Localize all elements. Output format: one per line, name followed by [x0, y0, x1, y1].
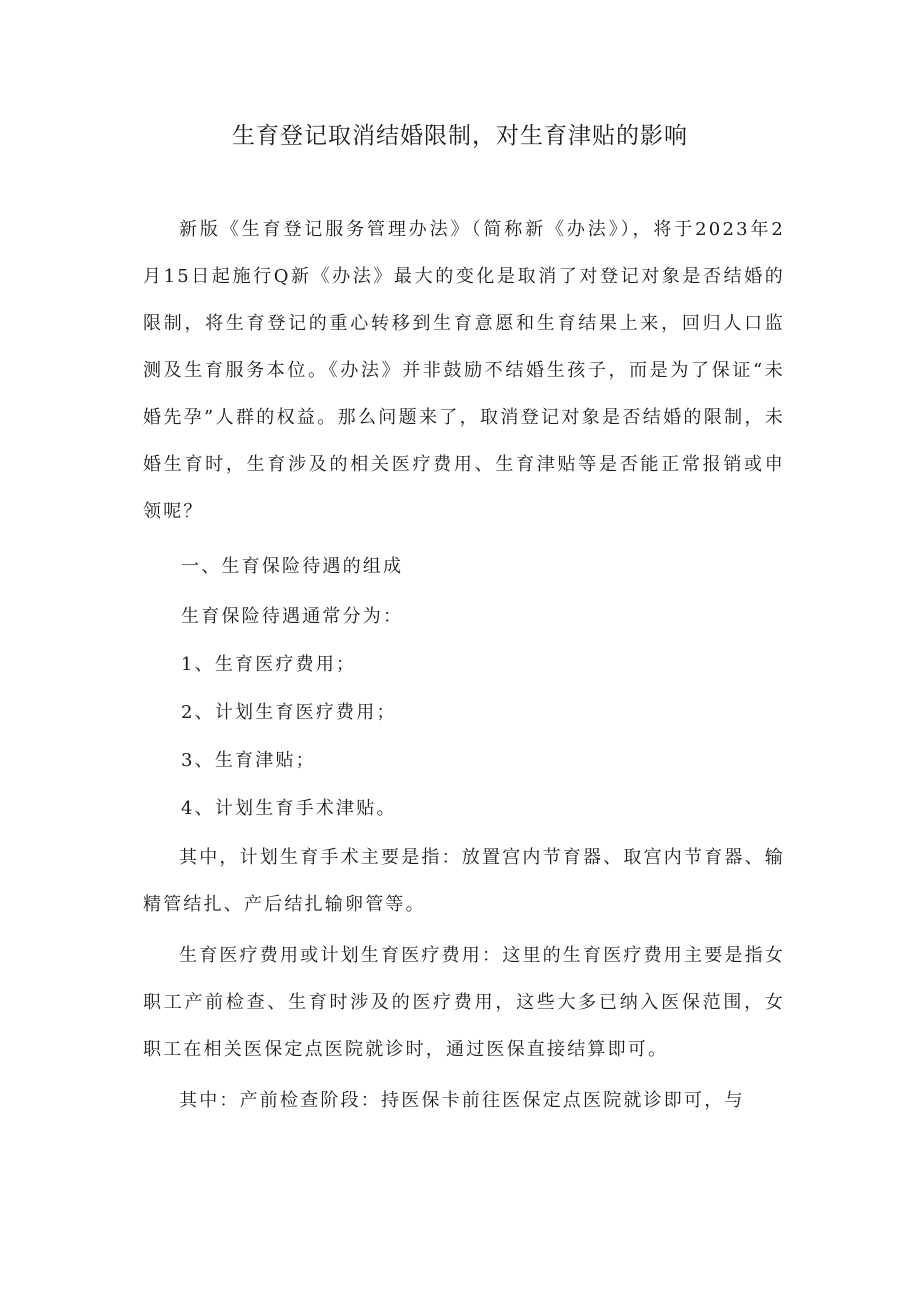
prenatal-paragraph: 其中：产前检查阶段：持医保卡前往医保定点医院就诊即可，与 [179, 1090, 745, 1111]
section-heading: 一、生育保险待遇的组成 [181, 556, 404, 577]
list-item: 1、生育医疗费用； [181, 654, 357, 675]
list-item: 2、计划生育医疗费用； [181, 702, 397, 723]
medical-costs-paragraph: 生育医疗费用或计划生育医疗费用：这里的生育医疗费用主要是指女职工产前检查、生育时涉及的医疗费用，这些大多已纳入医保范围，女职工在相关医保定点医院就诊时，通过医保直接结算即可。 [143, 945, 785, 1060]
list-item: 4、计划生育手术津贴。 [181, 798, 397, 819]
surgery-paragraph: 其中，计划生育手术主要是指：放置宫内节育器、取宫内节育器、输精管结扎、产后结扎输卵管等。 [143, 847, 785, 915]
list-item: 3、生育津贴； [181, 750, 316, 771]
list-intro: 生育保险待遇通常分为： [181, 606, 404, 627]
intro-paragraph: 新版《生育登记服务管理办法》（简称新《办法》），将于2023年2月15日起施行Q新《办法》最大的变化是取消了对登记对象是否结婚的限制，将生育登记的重心转移到生育意愿和生育结果上来，回归人口监测及生育服务本位。《办法》并非鼓励不结婚生孩子，而是为了保证“未婚先孕”人群的权益。那么问题来了，取消登记对象是否结婚的限制，未婚生育时，生育涉及的相关医疗费用、生育津贴等是否能正常报销或申领呢？ [143, 219, 785, 522]
document-title: 生育登记取消结婚限制，对生育津贴的影响 [232, 123, 688, 149]
